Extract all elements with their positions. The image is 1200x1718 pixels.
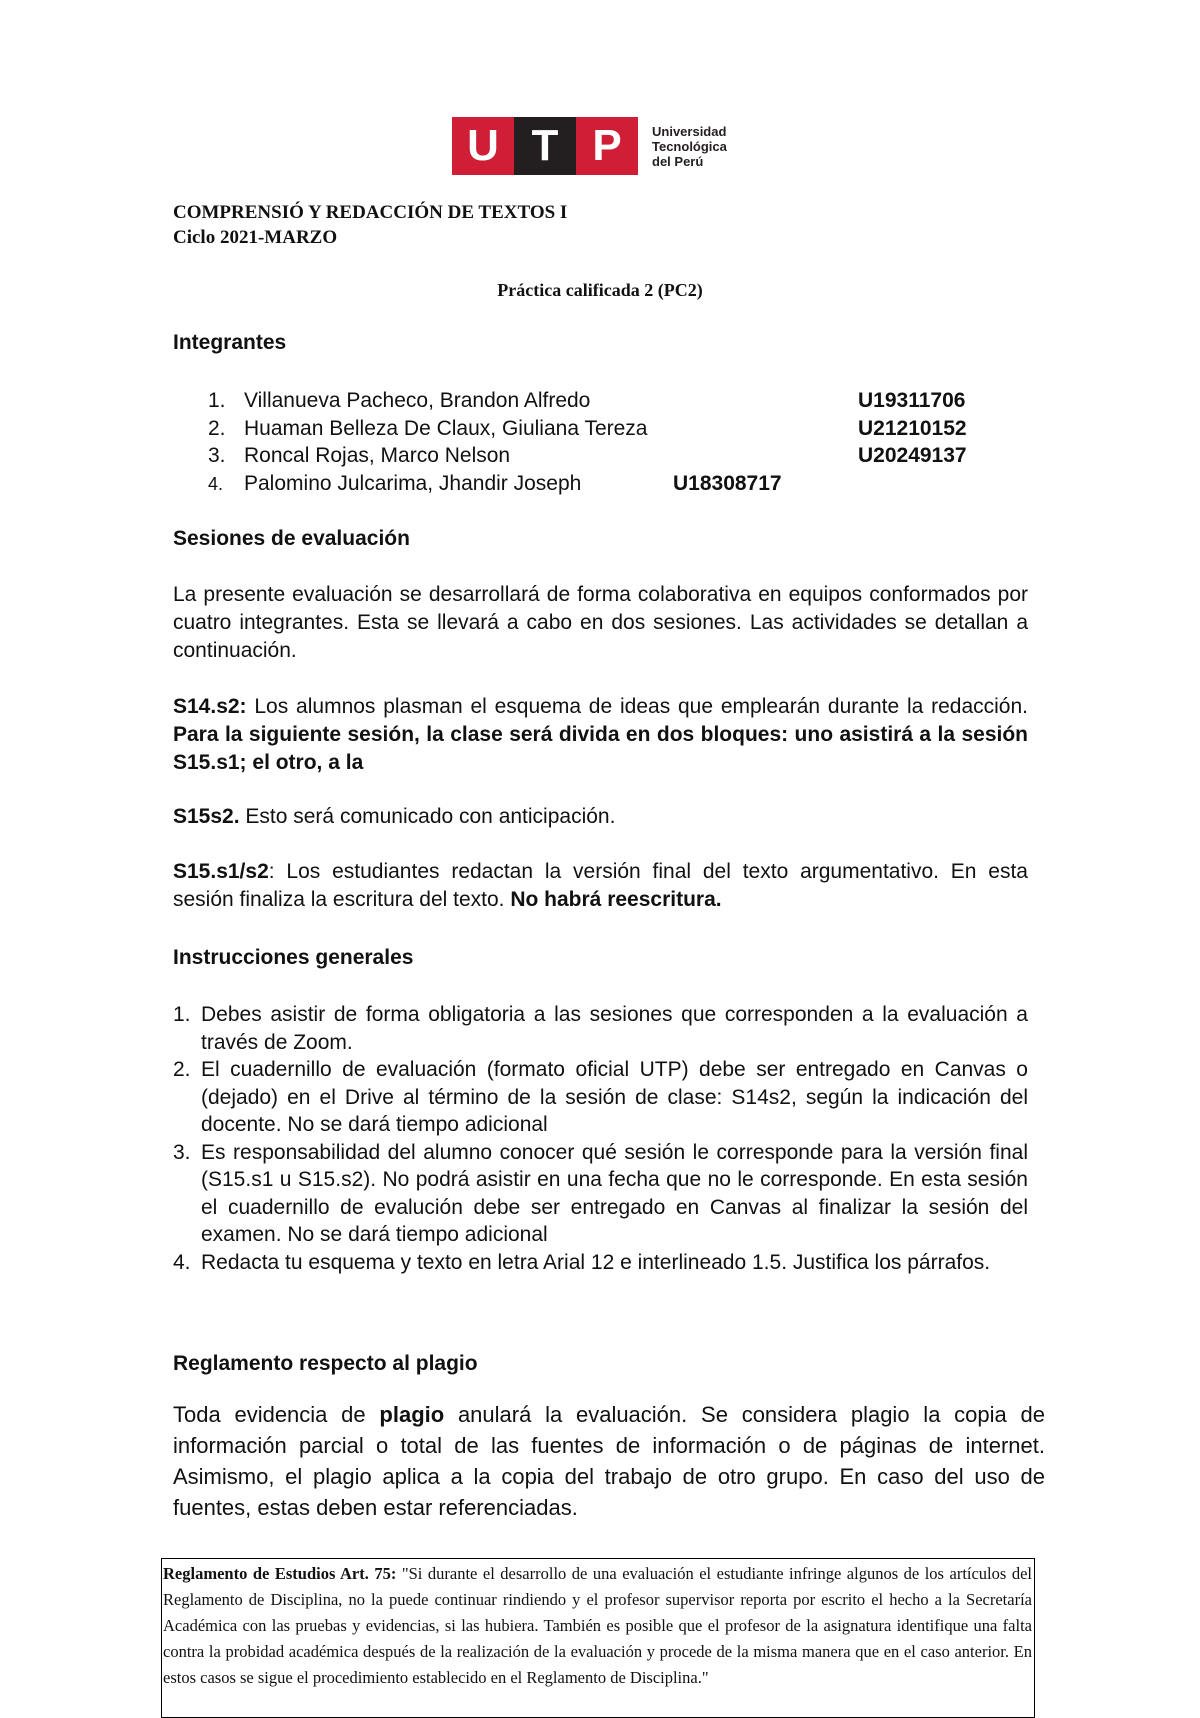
member-row [208, 389, 590, 413]
session-s14-paragraph [173, 693, 1028, 777]
list-item [173, 1139, 1028, 1249]
session-s15-label: S15s2. [173, 805, 240, 828]
list-item [173, 1056, 1028, 1139]
session-s15b-paragraph [173, 858, 1028, 914]
list-item-number: 2. [173, 1058, 191, 1081]
member-code: U19311706 [858, 389, 966, 412]
instrucciones-heading: Instrucciones generales [173, 946, 414, 969]
logo-letter-u: U [452, 117, 514, 175]
member-name: Huaman Belleza De Claux, Giuliana Tereza [244, 417, 648, 440]
utp-logo [452, 117, 727, 175]
list-item [173, 1001, 1028, 1056]
list-item-text: Es responsabilidad del alumno conocer qué sesión le corresponde para la versión final (S15.s1 u S15.s2). No podrá asistir en una fecha que no le corresponde. En esta sesión el cuadernillo de evalución debe ser entregado en Canvas al finalizar la sesión del examen. No se dará tiempo adicional [201, 1140, 1028, 1246]
list-item-number: 1. [173, 1003, 191, 1026]
sesiones-heading: Sesiones de evaluación [173, 527, 410, 550]
plagio-text-before: Toda evidencia de [173, 1402, 380, 1427]
plagio-bold-word: plagio [379, 1402, 445, 1427]
session-s15b-text: : Los estudiantes redactan la versión final del texto argumentativo. En esta sesión finaliza la escritura del texto. [173, 860, 1028, 911]
session-s15b-bold: No habrá reescritura. [510, 888, 722, 911]
plagio-text-after: anulará la evaluación. Se considera plagio la copia de información parcial o total de las fuentes de información o de páginas de internet. Asimismo, el plagio aplica a la copia del trabajo de otro grupo. En caso del uso de fuentes, estas deben estar referenciadas. [173, 1402, 1046, 1520]
logo-letter-t: T [514, 117, 576, 175]
member-code: U20249137 [858, 444, 967, 467]
member-name: Villanueva Pacheco, Brandon Alfredo [244, 389, 591, 412]
logo-letter-p: P [576, 117, 638, 175]
member-row [208, 472, 581, 496]
list-item-text: El cuadernillo de evaluación (formato oficial UTP) debe ser entregado en Canvas o (dejado) en el Drive al término de la sesión de clase: S14s2, según la indicación del docente. No se dará tiempo adicional [201, 1058, 1028, 1136]
member-row [208, 444, 510, 468]
list-item [173, 1249, 1028, 1277]
session-s15b-label: S15.s1/s2 [173, 860, 269, 883]
logo-text [652, 124, 727, 169]
list-item-text: Redacta tu esquema y texto en letra Arial 12 e interlineado 1.5. Justifica los párrafos. [201, 1250, 991, 1274]
plagio-paragraph [173, 1399, 1045, 1523]
member-code: U18308717 [673, 472, 782, 495]
reglamento-box [161, 1558, 1035, 1718]
reglamento-label: Reglamento de Estudios Art. 75: [163, 1564, 397, 1583]
plagio-heading: Reglamento respecto al plagio [173, 1352, 478, 1375]
practica-title: Práctica calificada 2 (PC2) [497, 280, 703, 300]
session-s14-text: Los alumnos plasman el esquema de ideas que emplearán durante la redacción. [246, 695, 1028, 718]
member-number: 1. [208, 389, 226, 412]
member-number: 3. [208, 444, 226, 467]
session-s14-bold: Para la siguiente sesión, la clase será divida en dos bloques: uno asistirá a la sesión S15.s1; el otro, a la [173, 723, 1028, 774]
list-item-number: 3. [173, 1140, 191, 1164]
session-s14-label: S14.s2: [173, 695, 247, 718]
member-number: 2. [208, 417, 226, 440]
cycle-label: Ciclo 2021-MARZO [173, 227, 338, 248]
logo-text-line: Universidad [652, 123, 727, 139]
member-code: U21210152 [858, 417, 967, 440]
member-number: 4. [208, 474, 224, 494]
list-item-number: 4. [173, 1250, 191, 1274]
member-row [208, 417, 648, 441]
sesiones-intro: La presente evaluación se desarrollará de forma colaborativa en equipos conformados por cuatro integrantes. Esta se llevará a cabo en dos sesiones. Las actividades se detallan a continuación. [173, 583, 1028, 662]
member-name: Roncal Rojas, Marco Nelson [244, 444, 511, 467]
list-item-text: Debes asistir de forma obligatoria a las sesiones que corresponden a la evaluación a través de Zoom. [201, 1003, 1028, 1054]
course-title: COMPRENSIÓ Y REDACCIÓN DE TEXTOS I [173, 202, 568, 223]
session-s15-paragraph [173, 803, 1028, 831]
session-s15-text: Esto será comunicado con anticipación. [239, 805, 616, 828]
logo-text-line: Tecnológica [652, 138, 727, 154]
instrucciones-list [173, 1001, 1028, 1276]
reglamento-text: "Si durante el desarrollo de una evaluación el estudiante infringe algunos de los artículos del Reglamento de Disciplina, no la puede continuar rindiendo y el profesor supervisor reporta por escrito el hecho a la Secretaría Académica con las pruebas y evidencias, si las hubiera. También es posible que el profesor de la asignatura identifique una falta contra la probidad académica después de la realización de la evaluación y procede de la misma manera que en el caso anterior. En estos casos se sigue el procedimiento establecido en el Reglamento de Disciplina." [163, 1564, 1032, 1687]
member-name: Palomino Julcarima, Jhandir Joseph [244, 472, 582, 495]
logo-text-line: del Perú [652, 153, 704, 169]
integrantes-heading: Integrantes [173, 331, 287, 354]
